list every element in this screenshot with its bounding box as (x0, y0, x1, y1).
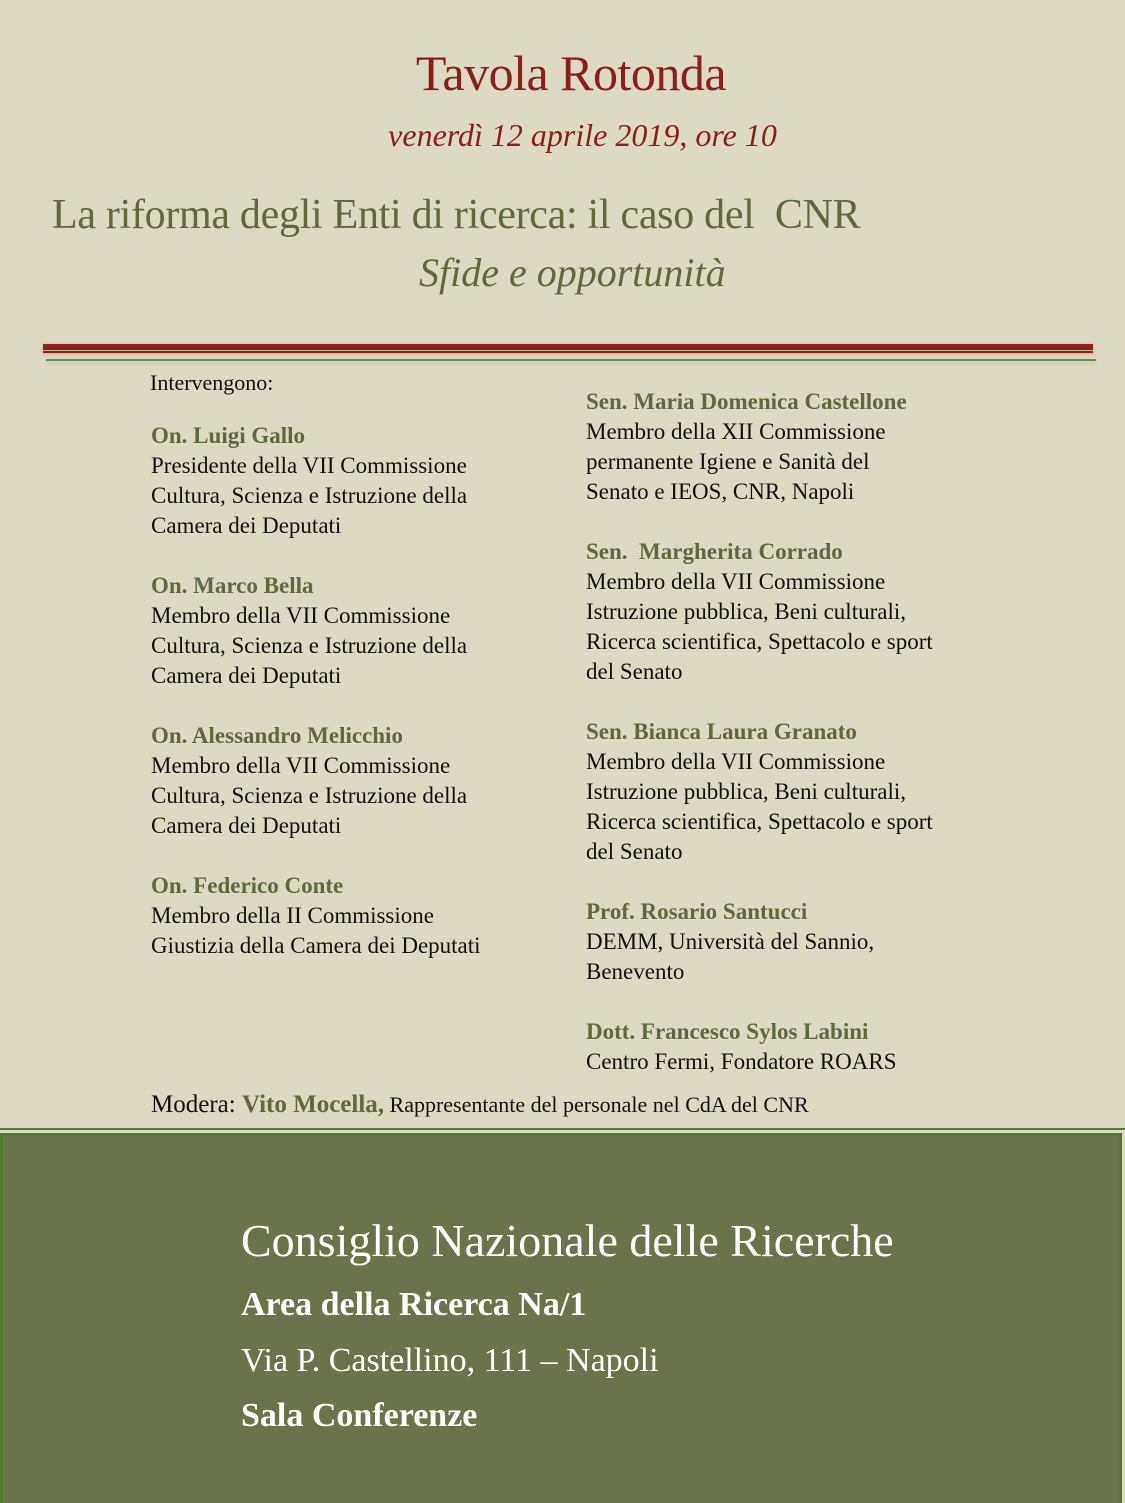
speaker-role-line: permanente Igiene e Sanità del (586, 449, 870, 474)
speaker-role-line: Senato e IEOS, CNR, Napoli (586, 479, 855, 504)
speaker-entry (151, 421, 561, 541)
speaker-role (586, 567, 1006, 687)
speaker-name: Prof. Rosario Santucci (586, 899, 808, 924)
speaker-name: Sen. Margherita Corrado (586, 539, 843, 564)
speaker-role-line: Ricerca scientifica, Spettacolo e sport (586, 809, 933, 834)
speaker-role (151, 601, 561, 691)
venue-footer (0, 1133, 1122, 1503)
event-subject: La riforma degli Enti di ricerca: il caso del CNR (52, 192, 861, 238)
venue-area: Area della Ricerca Na/1 (241, 1286, 587, 1323)
speaker-role-line: Membro della II Commissione (151, 903, 434, 928)
speaker-role-line: Presidente della VII Commissione (151, 453, 467, 478)
speaker-role-line: del Senato (586, 659, 683, 684)
speaker-role-line: Giustizia della Camera dei Deputati (151, 933, 481, 958)
speaker-entry (151, 571, 561, 691)
speaker-entry (586, 1017, 1006, 1077)
speaker-name: Dott. Francesco Sylos Labini (586, 1019, 869, 1044)
event-title: Tavola Rotonda (415, 45, 727, 101)
speaker-name: On. Marco Bella (151, 573, 314, 598)
speaker-role (586, 927, 1006, 987)
speaker-role-line: del Senato (586, 839, 683, 864)
venue-organization: Consiglio Nazionale delle Ricerche (241, 1215, 894, 1266)
footer-divider (0, 1128, 1125, 1130)
speakers-right-column (586, 387, 1006, 1107)
speaker-name: Sen. Maria Domenica Castellone (586, 389, 907, 414)
speaker-entry (586, 897, 1006, 987)
speaker-entry (586, 387, 1006, 507)
speaker-role-line: Benevento (586, 959, 685, 984)
speaker-role-line: Istruzione pubblica, Beni culturali, (586, 599, 906, 624)
speaker-role (151, 751, 561, 841)
event-date: venerdì 12 aprile 2019, ore 10 (388, 117, 777, 153)
speaker-role (586, 747, 1006, 867)
speaker-role-line: Membro della XII Commissione (586, 419, 886, 444)
speaker-role-line: Camera dei Deputati (151, 663, 342, 688)
speaker-name: On. Alessandro Melicchio (151, 723, 403, 748)
speaker-role-line: Membro della VII Commissione (151, 603, 451, 628)
speaker-role (586, 1047, 1006, 1077)
moderator-line (151, 1091, 809, 1119)
speakers-left-column (151, 421, 561, 991)
speaker-role-line: Membro della VII Commissione (586, 749, 886, 774)
speaker-role-line: Cultura, Scienza e Istruzione della (151, 483, 468, 508)
speaker-entry (586, 717, 1006, 867)
speaker-role-line: Istruzione pubblica, Beni culturali, (586, 779, 906, 804)
speakers-intro: Intervengono: (150, 370, 274, 395)
moderator-role: Rappresentante del personale nel CdA del CNR (384, 1092, 809, 1117)
speaker-role (151, 901, 561, 961)
divider-red-thin (43, 351, 1093, 353)
speaker-entry (151, 871, 561, 961)
speaker-role (586, 417, 1006, 507)
speaker-role-line: Centro Fermi, Fondatore ROARS (586, 1049, 897, 1074)
speaker-name: Sen. Bianca Laura Granato (586, 719, 857, 744)
divider-green (46, 359, 1096, 361)
speaker-name: On. Federico Conte (151, 873, 344, 898)
speaker-entry (151, 721, 561, 841)
speaker-role-line: DEMM, Università del Sannio, (586, 929, 875, 954)
speaker-role-line: Camera dei Deputati (151, 813, 342, 838)
venue-room: Sala Conferenze (241, 1397, 478, 1434)
speaker-role-line: Camera dei Deputati (151, 513, 342, 538)
speaker-role-line: Cultura, Scienza e Istruzione della (151, 633, 468, 658)
speaker-role-line: Membro della VII Commissione (151, 753, 451, 778)
speaker-role (151, 451, 561, 541)
divider-red-thick (43, 344, 1093, 350)
moderator-name: Vito Mocella, (241, 1091, 385, 1118)
speaker-role-line: Membro della VII Commissione (586, 569, 886, 594)
event-subtitle: Sfide e opportunità (419, 250, 726, 295)
speaker-role-line: Cultura, Scienza e Istruzione della (151, 783, 468, 808)
venue-address: Via P. Castellino, 111 – Napoli (241, 1342, 659, 1379)
speaker-role-line: Ricerca scientifica, Spettacolo e sport (586, 629, 933, 654)
speaker-name: On. Luigi Gallo (151, 423, 306, 448)
speaker-entry (586, 537, 1006, 687)
moderator-label: Modera: (151, 1091, 242, 1118)
